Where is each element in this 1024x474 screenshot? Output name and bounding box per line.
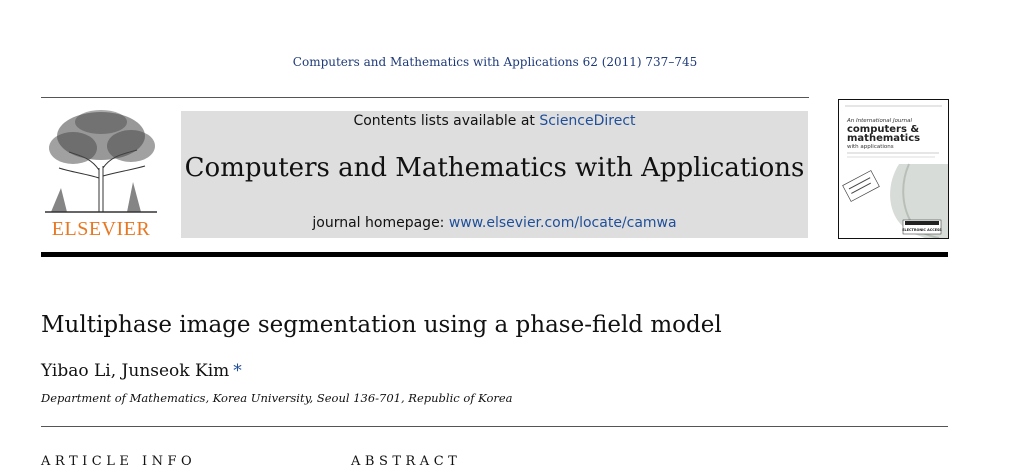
tree-icon (41, 108, 161, 214)
journal-citation[interactable]: Computers and Mathematics with Applications 62 (2011) 737–745 (292, 55, 698, 69)
contents-line (181, 111, 808, 131)
homepage-line (181, 215, 808, 231)
homepage-prefix: journal homepage: (312, 215, 449, 231)
cover-badge: ELECTRONIC ACCESS (902, 228, 942, 232)
authors-text: Yibao Li, Junseok Kim (41, 361, 230, 381)
cover-line2: computers & (847, 124, 920, 135)
cover-art (839, 100, 948, 238)
author-list (41, 361, 242, 381)
elsevier-wordmark: ELSEVIER (51, 218, 151, 240)
paper-title: Multiphase image segmentation using a phase-field model (41, 312, 722, 338)
header-thick-rule (41, 252, 948, 257)
section-divider (41, 426, 948, 427)
journal-cover-thumbnail[interactable] (838, 99, 949, 239)
corresponding-author-link[interactable]: * (233, 361, 242, 381)
affiliation: Department of Mathematics, Korea University, Seoul 136-701, Republic of Korea (41, 391, 513, 405)
journal-title: Computers and Mathematics with Applications (184, 153, 805, 183)
homepage-link[interactable]: www.elsevier.com/locate/camwa (448, 215, 677, 231)
article-info-heading: ARTICLE INFO (41, 454, 197, 469)
cover-line1: An International Journal (847, 118, 913, 124)
top-divider (41, 97, 809, 98)
elsevier-logo[interactable] (41, 108, 161, 240)
cover-line3: mathematics (847, 133, 921, 144)
abstract-heading: ABSTRACT (351, 454, 462, 469)
contents-prefix: Contents lists available at (353, 113, 540, 129)
journal-banner (181, 111, 808, 238)
sciencedirect-link[interactable]: ScienceDirect (539, 113, 636, 129)
cover-line4: with applications (847, 144, 894, 150)
